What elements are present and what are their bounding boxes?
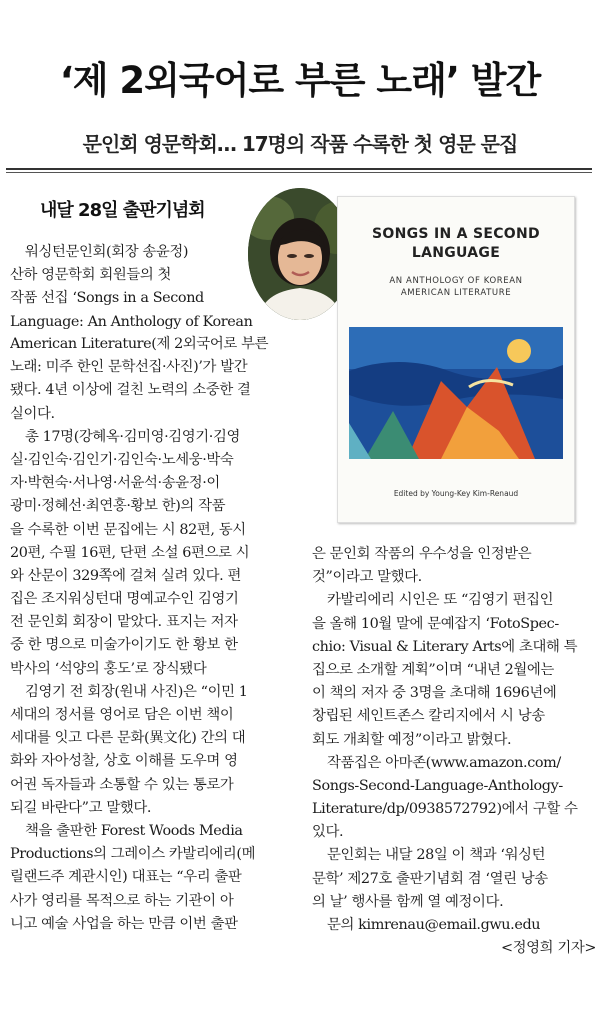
text-line: Literature/dp/0938572792)에서 구할 수 <box>312 801 578 818</box>
book-cover-painting <box>349 327 563 459</box>
section-head: 내달 28일 출판기념회 <box>40 200 205 221</box>
text-line: 어권 독자들과 소통할 수 있는 통로가 <box>10 776 234 793</box>
text-line: Language: An Anthology of Korean <box>10 313 253 330</box>
subheadline: 문인회 영문학회… 17명의 작품 수록한 첫 영문 문집 <box>82 132 518 156</box>
text-line: 세대를 잇고 다른 문화(異文化) 간의 대 <box>10 730 246 747</box>
text-line: 문학’ 제27호 출판기념회 겸 ‘열린 낭송 <box>312 870 548 887</box>
text-line: 카발리에리 시인은 또 “김영기 편집인 <box>327 592 554 609</box>
text-line: 됐다. 4년 이상에 걸친 노력의 소중한 결 <box>10 382 251 399</box>
text-line: 니고 예술 사업을 하는 만큼 이번 출판 <box>10 915 238 932</box>
text-line: 총 17명(강혜옥·김미영·김영기·김영 <box>25 428 240 445</box>
book-subtitle-line: AN ANTHOLOGY OF KOREAN <box>389 276 523 286</box>
text-line: 실이다. <box>10 405 55 422</box>
text-line: 광미·정혜선·최연홍·황보 한)의 작품 <box>10 498 226 515</box>
text-line: 의 날’ 행사를 함께 열 예정이다. <box>312 893 504 910</box>
text-line: 집은 조지워싱턴대 명예교수인 김영기 <box>10 591 239 608</box>
book-editor: Edited by Young-Key Kim-Renaud <box>393 489 519 498</box>
text-line: 집으로 소개할 계획”이며 “내년 2월에는 <box>312 661 554 678</box>
book-cover <box>337 196 575 523</box>
text-line: 있다. <box>312 824 344 841</box>
text-line: 이 책의 저자 중 3명을 초대해 1696년에 <box>312 685 557 702</box>
text-line: 산하 영문학회 회원들의 첫 <box>10 267 172 284</box>
text-line: 노래: 미주 한인 문학선집·사진)’가 발간 <box>10 359 248 376</box>
text-line: 사가 영리를 목적으로 하는 기관이 아 <box>10 892 234 909</box>
text-line: 은 문인회 작품의 우수성을 인정받은 <box>312 546 532 562</box>
text-line: 세대의 정서를 영어로 담은 이번 책이 <box>10 707 234 723</box>
text-line: 화와 자아성찰, 상호 이해를 도우며 영 <box>10 753 238 770</box>
text-line: 책을 출판한 Forest Woods Media <box>25 822 243 839</box>
contact-email: 문의 kimrenau@email.gwu.edu <box>327 917 541 933</box>
column-right <box>312 543 596 960</box>
text-line: 것”이라고 말했다. <box>312 569 422 586</box>
book-title-line: LANGUAGE <box>411 245 501 261</box>
text-line: 회도 개최할 예정”이라고 밝혔다. <box>312 731 512 748</box>
headline: ‘제 2외국어로 부른 노래’ 발간 <box>59 59 541 102</box>
text-line: 20편, 수필 16편, 단편 소설 6편으로 시 <box>10 544 250 561</box>
text-line: Productions의 그레이스 카발리에리(메 <box>10 846 256 863</box>
text-line: 워싱턴문인회(회장 송윤정) <box>25 244 189 260</box>
text-line: chio: Visual & Literary Arts에 초대해 특 <box>312 638 578 655</box>
text-line: 문인회는 내달 28일 이 책과 ‘워싱턴 <box>327 847 546 864</box>
book-title <box>338 225 574 263</box>
text-line: 자·박현숙·서나영·서윤석·송윤정·이 <box>10 475 220 492</box>
text-line: 창립된 세인트존스 칼리지에서 시 낭송 <box>312 708 545 725</box>
book-subtitle-line: AMERICAN LITERATURE <box>400 288 512 298</box>
divider <box>6 172 592 173</box>
book-subtitle <box>338 275 574 299</box>
text-line: 되길 바란다”고 말했다. <box>10 799 151 816</box>
book-title-line: SONGS IN A SECOND <box>372 226 540 242</box>
text-line: 작품 선집 ‘Songs in a Second <box>10 290 204 307</box>
text-line: 릴랜드주 계관시인) 대표는 “우리 출판 <box>10 869 242 886</box>
text-line: 와 산문이 329쪽에 걸쳐 실려 있다. 편 <box>10 567 242 584</box>
text-line: 작품집은 아마존(www.amazon.com/ <box>327 754 561 771</box>
text-line: 전 문인회 회장이 맡았다. 표지는 저자 <box>10 614 238 631</box>
text-line: 을 올해 10월 말에 문예잡지 ‘FotoSpec- <box>312 615 559 632</box>
divider <box>6 168 592 170</box>
text-line: 김영기 전 회장(원내 사진)은 “이민 1 <box>25 683 248 700</box>
text-line: 박사의 ‘석양의 홍도’로 장식됐다 <box>10 660 207 677</box>
column-left <box>10 333 302 936</box>
text-line: 을 수록한 이번 문집에는 시 82편, 동시 <box>10 521 246 538</box>
text-line: Songs-Second-Language-Anthology- <box>312 777 563 794</box>
byline: <정영희 기자> <box>501 940 596 957</box>
text-line: 중 한 명으로 미술가이기도 한 황보 한 <box>10 637 238 654</box>
column-left-top <box>10 241 254 334</box>
text-line: American Literature(제 2외국어로 부른 <box>10 336 269 352</box>
text-line: 실·김인숙·김인기·김인숙·노세웅·박숙 <box>10 451 234 468</box>
